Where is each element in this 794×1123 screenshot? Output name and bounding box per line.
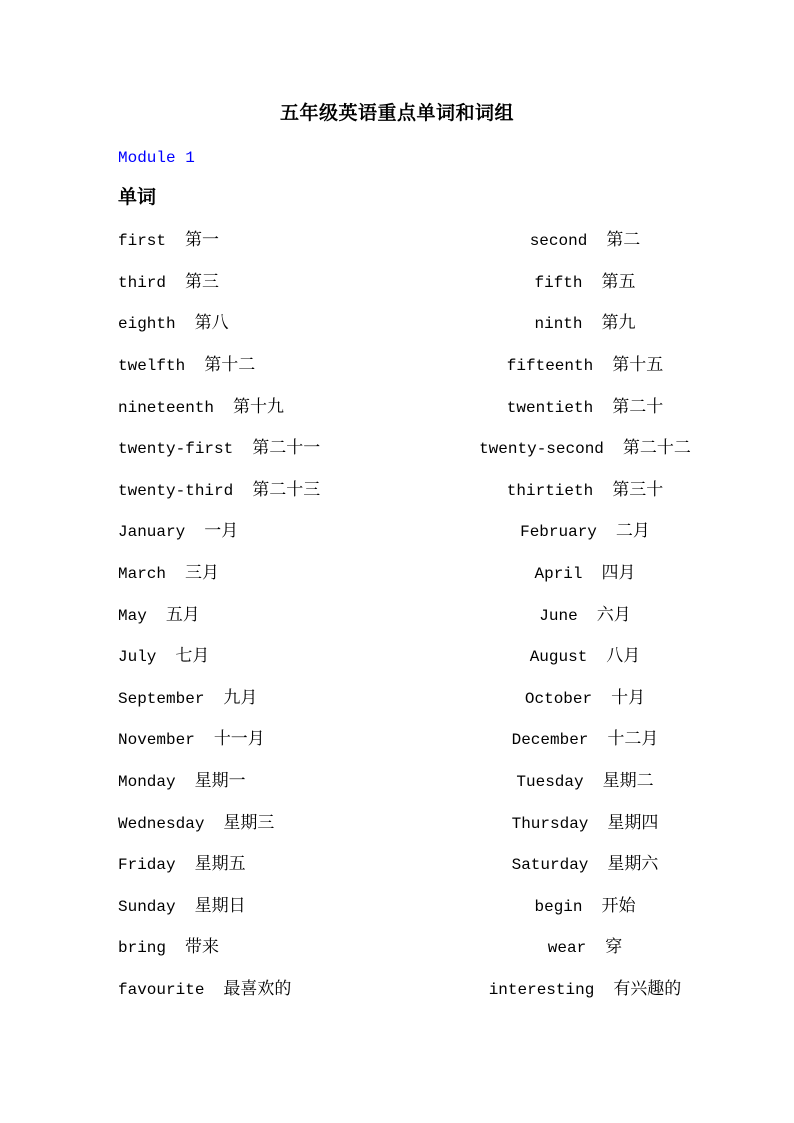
word-pair (118, 772, 246, 793)
word-pair (489, 980, 682, 1001)
page-title: 五年级英语重点单词和词组 (279, 102, 514, 124)
chinese-meaning: 星期二 (602, 773, 654, 793)
word-pair (525, 689, 645, 710)
vocab-cell-right (395, 897, 775, 918)
vocab-cell-left (118, 647, 395, 668)
vocab-cell-right (395, 564, 775, 585)
word-pair (118, 855, 246, 876)
vocab-row (0, 554, 794, 596)
english-word: October (524, 689, 593, 708)
chinese-meaning: 第五 (601, 273, 636, 293)
word-pair (512, 814, 659, 835)
english-word: Saturday (511, 856, 589, 875)
section-heading-words: 单词 (118, 186, 157, 208)
vocab-cell-right (395, 356, 775, 377)
chinese-meaning: 第九 (601, 315, 636, 335)
vocab-row (0, 512, 794, 554)
word-pair (118, 231, 219, 252)
word-pair (118, 606, 200, 627)
vocab-row (0, 263, 794, 305)
chinese-meaning: 第二十三 (252, 481, 321, 501)
vocab-cell-right (395, 606, 775, 627)
vocab-cell-left (118, 938, 395, 959)
vocab-row (0, 387, 794, 429)
vocab-cell-right (395, 938, 775, 959)
english-word: third (118, 273, 167, 292)
word-pair (118, 273, 219, 294)
vocab-cell-left (118, 481, 395, 502)
vocab-cell-right (395, 980, 775, 1001)
vocab-cell-left (118, 398, 395, 419)
word-pair (534, 564, 635, 585)
chinese-meaning: 星期三 (223, 814, 275, 834)
vocab-row (0, 845, 794, 887)
word-pair (539, 606, 630, 627)
vocab-cell-right (395, 314, 775, 335)
vocab-row (0, 346, 794, 388)
chinese-meaning: 八月 (606, 648, 641, 668)
chinese-meaning: 第八 (194, 315, 229, 335)
english-word: bring (118, 939, 167, 958)
vocab-row (0, 887, 794, 929)
vocab-row (0, 928, 794, 970)
chinese-meaning: 十月 (611, 689, 646, 709)
vocab-row (0, 803, 794, 845)
chinese-meaning: 六月 (596, 606, 631, 626)
vocab-cell-left (118, 730, 395, 751)
english-word: Thursday (511, 814, 589, 833)
english-word: fifteenth (506, 357, 594, 376)
vocab-rows (0, 221, 794, 1011)
vocab-cell-left (118, 897, 395, 918)
vocab-row (0, 762, 794, 804)
english-word: Monday (118, 773, 176, 792)
chinese-meaning: 有兴趣的 (613, 980, 682, 1000)
word-pair (118, 522, 238, 543)
english-word: twelfth (118, 357, 186, 376)
english-word: July (118, 648, 157, 667)
chinese-meaning: 第二十 (612, 398, 664, 418)
english-word: March (118, 565, 167, 584)
word-pair (118, 356, 255, 377)
word-pair (118, 938, 219, 959)
vocab-row (0, 720, 794, 762)
word-pair (118, 398, 284, 419)
vocab-cell-right (395, 231, 775, 252)
vocab-cell-right (395, 814, 775, 835)
word-pair (507, 356, 663, 377)
chinese-meaning: 最喜欢的 (223, 980, 292, 1000)
vocab-cell-right (395, 689, 775, 710)
chinese-meaning: 第二十一 (252, 440, 321, 460)
english-word: wear (547, 939, 587, 958)
english-word: December (511, 731, 589, 750)
chinese-meaning: 七月 (175, 648, 210, 668)
english-word: fifth (534, 273, 583, 292)
vocab-cell-right (395, 855, 775, 876)
vocab-cell-right (395, 522, 775, 543)
vocab-row (0, 221, 794, 263)
vocab-cell-left (118, 606, 395, 627)
english-word: favourite (118, 980, 205, 999)
english-word: June (539, 606, 578, 625)
vocab-cell-left (118, 273, 395, 294)
word-pair (118, 980, 291, 1001)
word-pair (507, 398, 663, 419)
word-pair (118, 314, 229, 335)
vocab-cell-left (118, 356, 395, 377)
word-pair (118, 897, 246, 918)
english-word: April (534, 565, 583, 584)
vocab-cell-left (118, 855, 395, 876)
chinese-meaning: 第十五 (612, 357, 664, 377)
vocab-cell-right (395, 730, 775, 751)
english-word: twenty-second (479, 440, 604, 459)
english-word: Wednesday (118, 814, 205, 833)
english-word: Friday (118, 856, 176, 875)
word-pair (548, 938, 622, 959)
vocab-row (0, 471, 794, 513)
word-pair (534, 273, 635, 294)
word-pair (512, 855, 659, 876)
word-pair (530, 231, 641, 252)
word-pair (516, 772, 653, 793)
chinese-meaning: 十一月 (213, 731, 265, 751)
english-word: Sunday (118, 897, 176, 916)
word-pair (479, 439, 691, 460)
chinese-meaning: 第二十二 (622, 440, 691, 460)
vocab-cell-right (395, 439, 775, 460)
chinese-meaning: 穿 (605, 939, 623, 959)
vocab-cell-left (118, 772, 395, 793)
vocab-cell-left (118, 439, 395, 460)
vocab-cell-left (118, 314, 395, 335)
vocab-cell-right (395, 481, 775, 502)
english-word: twenty-first (118, 440, 234, 459)
english-word: twentieth (506, 398, 594, 417)
word-pair (118, 730, 265, 751)
english-word: twenty-third (118, 481, 234, 500)
english-word: November (118, 731, 195, 750)
vocab-cell-right (395, 273, 775, 294)
english-word: eighth (118, 315, 176, 334)
english-word: January (118, 523, 186, 542)
vocab-row (0, 679, 794, 721)
chinese-meaning: 二月 (615, 523, 650, 543)
word-pair (118, 814, 274, 835)
word-pair (118, 439, 320, 460)
chinese-meaning: 星期日 (194, 897, 246, 917)
vocab-cell-left (118, 814, 395, 835)
vocab-cell-left (118, 522, 395, 543)
chinese-meaning: 四月 (601, 565, 636, 585)
english-word: May (118, 606, 147, 625)
chinese-meaning: 星期四 (607, 814, 659, 834)
english-word: first (118, 232, 167, 251)
chinese-meaning: 一月 (204, 523, 239, 543)
chinese-meaning: 十二月 (607, 731, 659, 751)
english-word: ninth (534, 315, 583, 334)
word-pair (534, 314, 635, 335)
chinese-meaning: 星期六 (607, 856, 659, 876)
vocab-row (0, 304, 794, 346)
chinese-meaning: 星期五 (194, 856, 246, 876)
vocab-cell-left (118, 980, 395, 1001)
english-word: begin (534, 897, 583, 916)
vocab-cell-left (118, 689, 395, 710)
vocab-cell-right (395, 398, 775, 419)
english-word: thirtieth (506, 481, 594, 500)
chinese-meaning: 开始 (601, 897, 636, 917)
vocab-cell-left (118, 231, 395, 252)
english-word: August (529, 648, 588, 667)
chinese-meaning: 第一 (185, 232, 220, 252)
chinese-meaning: 三月 (185, 565, 220, 585)
vocab-cell-right (395, 647, 775, 668)
english-word: February (520, 523, 597, 542)
chinese-meaning: 第十二 (204, 357, 256, 377)
english-word: nineteenth (118, 398, 215, 417)
vocab-row (0, 595, 794, 637)
chinese-meaning: 星期一 (194, 773, 246, 793)
chinese-meaning: 五月 (165, 606, 200, 626)
vocab-cell-left (118, 564, 395, 585)
vocab-cell-right (395, 772, 775, 793)
module-heading: Module 1 (118, 149, 195, 167)
chinese-meaning: 第三十 (612, 481, 664, 501)
english-word: interesting (488, 980, 595, 999)
chinese-meaning: 带来 (185, 939, 220, 959)
chinese-meaning: 九月 (223, 689, 258, 709)
chinese-meaning: 第十九 (233, 398, 285, 418)
english-word: second (529, 232, 588, 251)
vocab-row (0, 970, 794, 1012)
word-pair (534, 897, 635, 918)
word-pair (512, 730, 659, 751)
word-pair (118, 647, 209, 668)
chinese-meaning: 第二 (606, 232, 641, 252)
vocab-row (0, 429, 794, 471)
word-pair (118, 564, 219, 585)
word-pair (507, 481, 663, 502)
word-pair (118, 689, 257, 710)
word-pair (520, 522, 650, 543)
word-pair (530, 647, 641, 668)
english-word: Tuesday (516, 773, 584, 792)
vocab-row (0, 637, 794, 679)
english-word: September (118, 689, 205, 708)
chinese-meaning: 第三 (185, 273, 220, 293)
word-pair (118, 481, 320, 502)
